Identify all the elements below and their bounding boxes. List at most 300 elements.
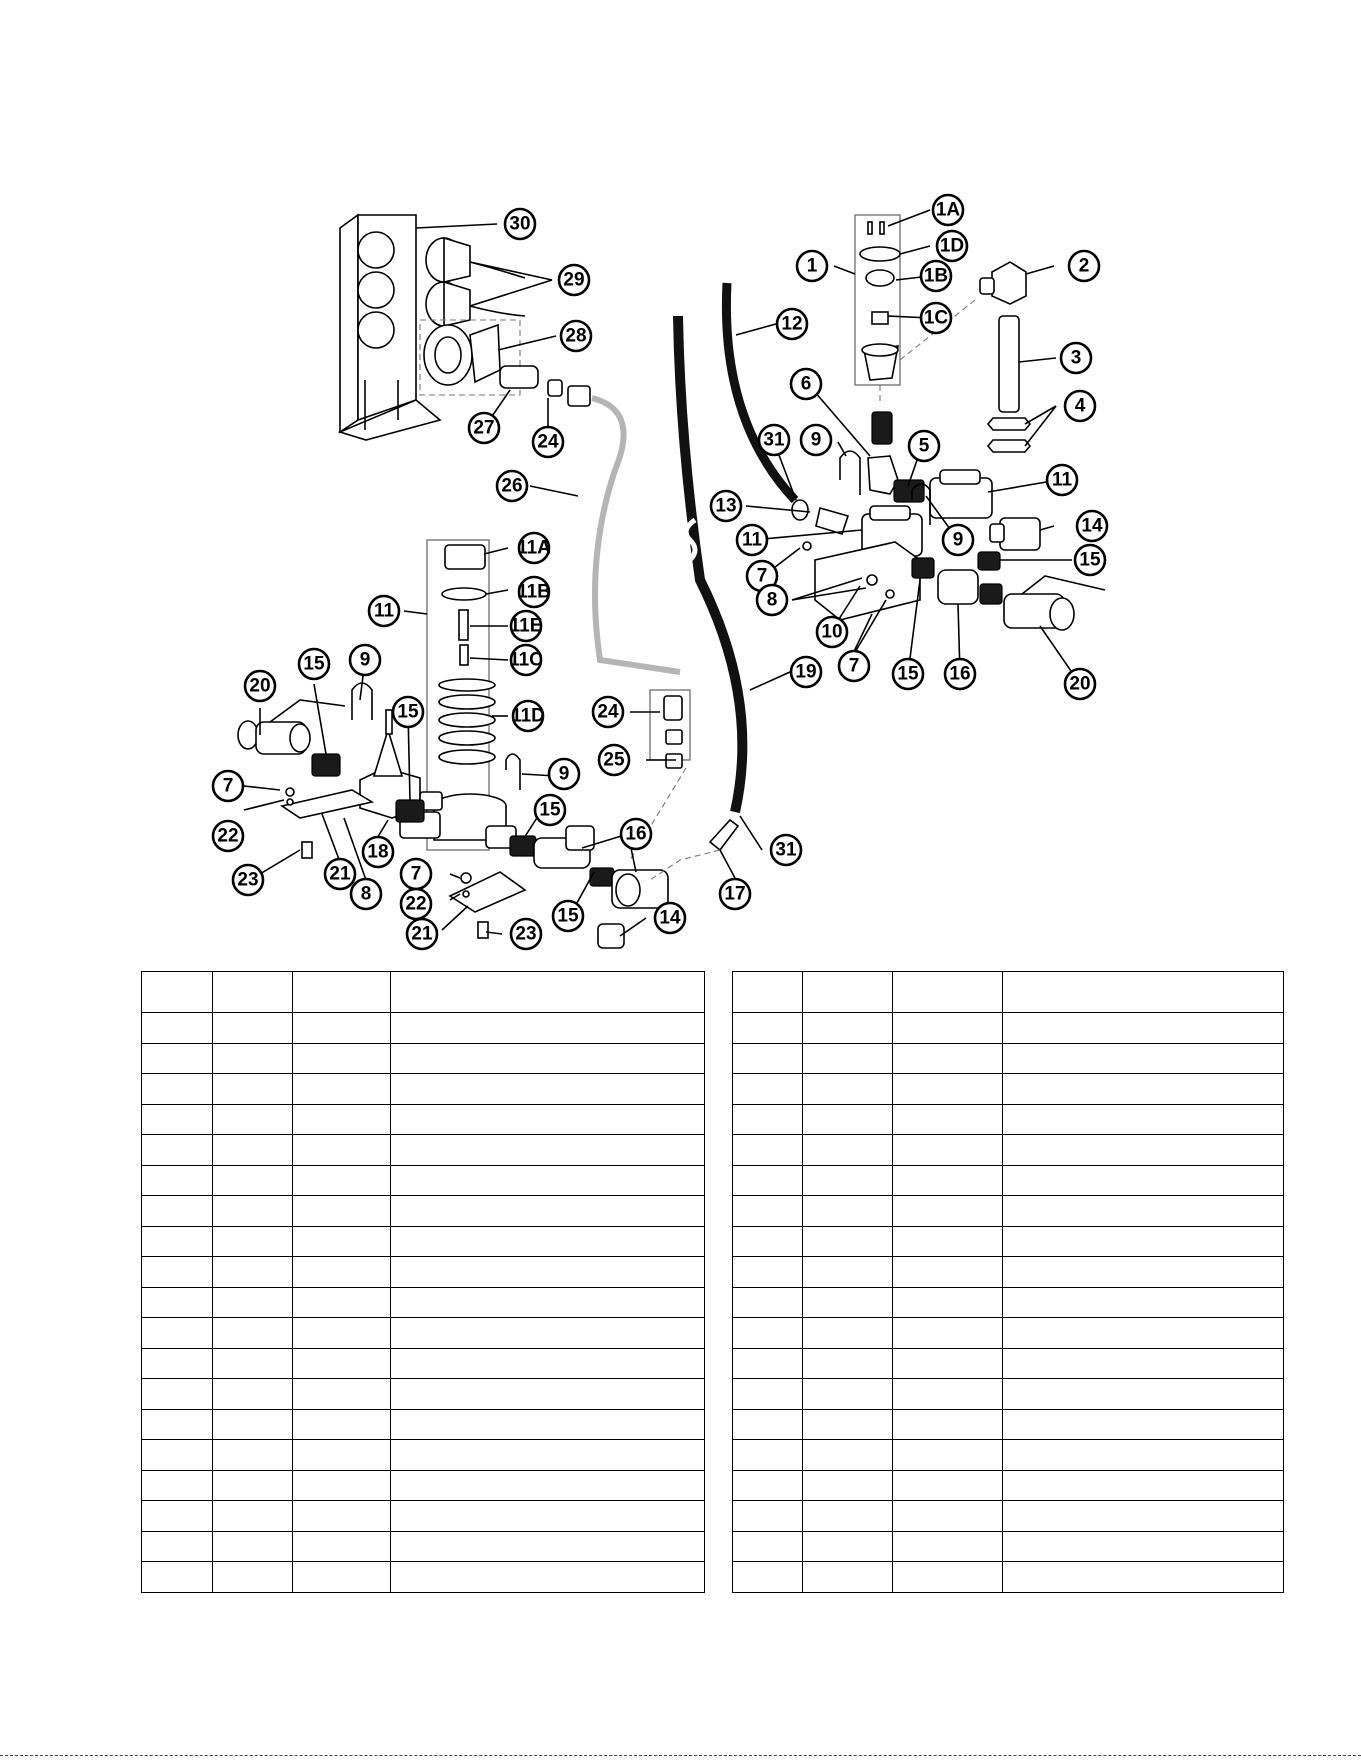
table-cell — [391, 1043, 705, 1074]
table-row — [733, 1318, 1284, 1349]
svg-text:15: 15 — [1079, 549, 1101, 571]
svg-text:16: 16 — [625, 823, 647, 845]
svg-text:12: 12 — [781, 313, 803, 335]
nipple-15-mid — [396, 800, 424, 822]
table-cell — [391, 1074, 705, 1105]
table-row — [142, 1226, 705, 1257]
callout-21-mid — [407, 919, 437, 949]
svg-text:15: 15 — [397, 701, 419, 723]
callout-11-lower — [737, 525, 767, 555]
table-cell — [1003, 1165, 1284, 1196]
svg-text:11: 11 — [373, 600, 395, 622]
table-cell — [213, 1531, 293, 1562]
table-cell — [803, 1104, 893, 1135]
table-cell — [1003, 1409, 1284, 1440]
tee-16-lower — [612, 870, 668, 908]
nipple-15-right-a — [510, 836, 536, 856]
nipple-15-left — [312, 754, 340, 776]
callout-14-lower — [655, 903, 685, 933]
table-cell — [142, 1440, 213, 1471]
table-cell — [803, 1287, 893, 1318]
pipe-3 — [999, 316, 1019, 412]
table-cell — [293, 1135, 391, 1166]
svg-text:15: 15 — [539, 799, 561, 821]
callout-17 — [720, 879, 750, 909]
gauge-panel — [340, 215, 440, 440]
table-cell — [733, 1379, 803, 1410]
table-cell — [893, 1074, 1003, 1105]
table-cell — [1003, 1440, 1284, 1471]
table-row — [733, 1409, 1284, 1440]
table-row — [733, 1531, 1284, 1562]
table-row — [733, 1379, 1284, 1410]
callout-16-right — [945, 659, 975, 689]
table-row — [733, 1196, 1284, 1227]
table-row — [142, 1196, 705, 1227]
table-cell — [893, 1287, 1003, 1318]
table-cell — [293, 1287, 391, 1318]
table-row — [733, 1165, 1284, 1196]
callout-8-left — [351, 879, 381, 909]
table-cell — [293, 1379, 391, 1410]
table-cell — [733, 1501, 803, 1532]
table-cell — [893, 1043, 1003, 1074]
table-row — [733, 1562, 1284, 1593]
table-row — [142, 1165, 705, 1196]
callout-15-lower-right — [893, 659, 923, 689]
table-cell — [733, 1043, 803, 1074]
fitting-17 — [710, 820, 738, 850]
table-cell — [1003, 1135, 1284, 1166]
connector-24-lower — [650, 690, 690, 768]
table-cell — [803, 1562, 893, 1593]
table-cell — [893, 1409, 1003, 1440]
table-cell — [733, 1287, 803, 1318]
table-cell — [391, 1013, 705, 1044]
table-cell — [142, 1257, 213, 1288]
u-bolt-9-mid — [506, 754, 520, 790]
nipple-15-right-lower — [980, 584, 1002, 604]
table-cell — [293, 1074, 391, 1105]
svg-text:20: 20 — [1069, 673, 1091, 695]
callout-1 — [797, 251, 827, 281]
table-cell — [142, 1135, 213, 1166]
svg-text:14: 14 — [659, 907, 681, 929]
table-cell — [391, 1470, 705, 1501]
table-cell — [733, 1104, 803, 1135]
table-cell — [213, 1013, 293, 1044]
table-header-row — [142, 972, 705, 1013]
callout-20-right — [1065, 669, 1095, 699]
table-cell — [213, 1348, 293, 1379]
bracket-21-left — [282, 788, 372, 858]
svg-text:14: 14 — [1081, 515, 1103, 537]
svg-text:7: 7 — [756, 565, 768, 587]
table-cell — [893, 1531, 1003, 1562]
table-cell — [391, 1287, 705, 1318]
table-cell — [733, 1440, 803, 1471]
table-row — [142, 1562, 705, 1593]
table-cell — [803, 1501, 893, 1532]
table-row — [733, 1470, 1284, 1501]
svg-text:13: 13 — [715, 495, 737, 517]
table-row — [733, 1135, 1284, 1166]
svg-text:27: 27 — [473, 417, 495, 439]
table-cell — [733, 1562, 803, 1593]
table-cell — [142, 1348, 213, 1379]
svg-text:15: 15 — [303, 653, 325, 675]
callout-8-upper — [757, 585, 787, 615]
table-cell — [293, 1348, 391, 1379]
table-row — [142, 1257, 705, 1288]
svg-text:15: 15 — [897, 663, 919, 685]
table-cell — [391, 1135, 705, 1166]
table-cell — [733, 1470, 803, 1501]
table-cell — [803, 1257, 893, 1288]
svg-text:22: 22 — [405, 893, 427, 915]
callout-11B — [517, 577, 551, 607]
table-header-row — [733, 972, 1284, 1013]
parts-table-right — [732, 971, 1284, 1593]
table-row — [733, 1104, 1284, 1135]
callout-23-left — [233, 865, 263, 895]
callout-29 — [559, 265, 589, 295]
callout-3 — [1061, 343, 1091, 373]
bracket-10 — [803, 542, 920, 620]
table-row — [142, 1318, 705, 1349]
table-row — [142, 1501, 705, 1532]
callout-5 — [909, 431, 939, 461]
table-cell — [213, 1501, 293, 1532]
strainer-11-upper — [930, 470, 992, 518]
svg-text:25: 25 — [603, 749, 625, 771]
callout-6 — [791, 369, 821, 399]
svg-text:16: 16 — [949, 663, 971, 685]
table-header-cell — [893, 972, 1003, 1013]
callout-1B — [921, 261, 951, 291]
callout-4 — [1065, 391, 1095, 421]
table-cell — [142, 1165, 213, 1196]
table-cell — [293, 1440, 391, 1471]
table-cell — [142, 1409, 213, 1440]
table-header-cell — [1003, 972, 1284, 1013]
table-cell — [213, 1135, 293, 1166]
table-cell — [391, 1531, 705, 1562]
table-cell — [733, 1257, 803, 1288]
callout-11E — [510, 611, 543, 641]
table-cell — [1003, 1531, 1284, 1562]
table-cell — [213, 1470, 293, 1501]
svg-text:9: 9 — [359, 649, 371, 671]
callout-25 — [599, 745, 629, 775]
table-cell — [803, 1135, 893, 1166]
table-cell — [803, 1226, 893, 1257]
table-row — [142, 1531, 705, 1562]
svg-text:1B: 1B — [923, 265, 949, 287]
callout-12 — [777, 309, 807, 339]
table-cell — [213, 1287, 293, 1318]
callout-24-upper — [533, 427, 563, 457]
callout-1A — [933, 195, 963, 225]
table-cell — [293, 1226, 391, 1257]
svg-text:11C: 11C — [509, 649, 543, 671]
gauge-upper — [426, 238, 525, 282]
table-cell — [803, 1196, 893, 1227]
table-cell — [391, 1348, 705, 1379]
table-cell — [293, 1196, 391, 1227]
callout-7-left — [213, 771, 243, 801]
svg-text:21: 21 — [411, 923, 433, 945]
table-cell — [1003, 1287, 1284, 1318]
parts-table-left — [141, 971, 705, 1593]
svg-text:19: 19 — [795, 661, 817, 683]
table-cell — [893, 1379, 1003, 1410]
table-cell — [1003, 1074, 1284, 1105]
svg-text:22: 22 — [217, 825, 239, 847]
table-row — [733, 1074, 1284, 1105]
svg-text:6: 6 — [800, 373, 812, 395]
u-bolt-9-upper — [840, 451, 860, 495]
table-row — [733, 1257, 1284, 1288]
table-cell — [142, 1562, 213, 1593]
svg-text:28: 28 — [565, 325, 587, 347]
table-cell — [803, 1074, 893, 1105]
svg-text:1: 1 — [806, 255, 818, 277]
svg-text:3: 3 — [1070, 347, 1082, 369]
table-cell — [1003, 1257, 1284, 1288]
svg-text:11: 11 — [741, 529, 763, 551]
table-row — [142, 1287, 705, 1318]
table-cell — [893, 1348, 1003, 1379]
table-cell — [1003, 1470, 1284, 1501]
table-header-cell — [142, 972, 213, 1013]
table-cell — [1003, 1104, 1284, 1135]
svg-text:23: 23 — [237, 869, 259, 891]
table-cell — [293, 1013, 391, 1044]
table-cell — [142, 1470, 213, 1501]
table-cell — [391, 1226, 705, 1257]
svg-text:11A: 11A — [517, 537, 551, 559]
svg-text:2: 2 — [1078, 255, 1090, 277]
svg-text:9: 9 — [810, 429, 822, 451]
callout-9-upper — [801, 425, 831, 455]
callout-1C — [921, 303, 951, 333]
table-cell — [893, 1226, 1003, 1257]
table-row — [142, 1470, 705, 1501]
callout-11C — [509, 645, 543, 675]
table-cell — [733, 1074, 803, 1105]
table-row — [142, 1074, 705, 1105]
table-cell — [893, 1562, 1003, 1593]
table-row — [142, 1135, 705, 1166]
callout-15-upper — [1075, 545, 1105, 575]
table-cell — [142, 1318, 213, 1349]
svg-text:7: 7 — [222, 775, 234, 797]
callout-28 — [561, 321, 591, 351]
nipple-15-upper — [978, 552, 1000, 570]
callout-24-lower — [593, 697, 623, 727]
table-cell — [142, 1013, 213, 1044]
svg-text:1D: 1D — [939, 235, 965, 257]
svg-text:23: 23 — [515, 923, 537, 945]
table-cell — [391, 1196, 705, 1227]
svg-text:15: 15 — [557, 905, 579, 927]
parts-table-left-body — [142, 972, 705, 1593]
table-cell — [213, 1196, 293, 1227]
table-cell — [1003, 1226, 1284, 1257]
table-cell — [1003, 1013, 1284, 1044]
svg-text:11E: 11E — [509, 615, 543, 637]
table-row — [142, 1409, 705, 1440]
table-row — [733, 1043, 1284, 1074]
table-cell — [733, 1531, 803, 1562]
table-row — [733, 1226, 1284, 1257]
table-cell — [1003, 1501, 1284, 1532]
svg-text:4: 4 — [1074, 395, 1086, 417]
svg-text:26: 26 — [501, 475, 523, 497]
table-cell — [142, 1196, 213, 1227]
svg-text:11B: 11B — [517, 581, 551, 603]
table-cell — [733, 1409, 803, 1440]
table-row — [733, 1287, 1284, 1318]
table-cell — [893, 1013, 1003, 1044]
callout-14-upper — [1077, 511, 1107, 541]
table-cell — [391, 1379, 705, 1410]
table-cell — [1003, 1043, 1284, 1074]
table-cell — [893, 1257, 1003, 1288]
svg-text:1A: 1A — [935, 199, 961, 221]
table-cell — [733, 1348, 803, 1379]
table-cell — [733, 1226, 803, 1257]
callout-31-lower — [771, 835, 801, 865]
table-row — [142, 1043, 705, 1074]
callout-7-lower-right — [839, 651, 869, 681]
callout-16-left — [621, 819, 651, 849]
callout-31-upper — [759, 425, 789, 455]
table-cell — [213, 1409, 293, 1440]
table-cell — [1003, 1196, 1284, 1227]
table-row — [142, 1440, 705, 1471]
table-cell — [803, 1165, 893, 1196]
table-cell — [293, 1531, 391, 1562]
svg-text:17: 17 — [724, 883, 746, 905]
svg-text:7: 7 — [848, 655, 860, 677]
table-cell — [893, 1440, 1003, 1471]
nipple-15-right-upper — [912, 558, 934, 578]
table-cell — [733, 1196, 803, 1227]
table-row — [142, 1013, 705, 1044]
svg-text:9: 9 — [558, 763, 570, 785]
callout-2 — [1069, 251, 1099, 281]
callout-11A — [517, 533, 551, 563]
table-cell — [1003, 1318, 1284, 1349]
table-cell — [213, 1379, 293, 1410]
callout-11D — [511, 701, 545, 731]
table-cell — [1003, 1348, 1284, 1379]
svg-text:20: 20 — [249, 675, 271, 697]
fill-cup-assembly-1 — [855, 215, 900, 385]
table-cell — [733, 1135, 803, 1166]
table-cell — [142, 1074, 213, 1105]
callout-11-upper — [1047, 465, 1077, 495]
svg-text:8: 8 — [360, 883, 372, 905]
callout-7-mid — [401, 859, 431, 889]
table-cell — [293, 1318, 391, 1349]
table-cell — [803, 1409, 893, 1440]
callout-9-right — [943, 525, 973, 555]
table-row — [733, 1348, 1284, 1379]
callout-18 — [363, 837, 393, 867]
table-cell — [213, 1043, 293, 1074]
table-cell — [803, 1013, 893, 1044]
table-row — [142, 1348, 705, 1379]
callout-15-a — [299, 649, 329, 679]
table-cell — [213, 1104, 293, 1135]
table-cell — [213, 1318, 293, 1349]
svg-text:8: 8 — [766, 589, 778, 611]
table-cell — [733, 1318, 803, 1349]
callout-13 — [711, 491, 741, 521]
svg-text:9: 9 — [952, 529, 964, 551]
svg-text:18: 18 — [367, 841, 389, 863]
table-cell — [293, 1257, 391, 1288]
table-cell — [391, 1409, 705, 1440]
table-cell — [213, 1074, 293, 1105]
table-cell — [142, 1104, 213, 1135]
callout-21-left — [325, 859, 355, 889]
table-cell — [803, 1318, 893, 1349]
table-cell — [893, 1501, 1003, 1532]
table-cell — [803, 1440, 893, 1471]
table-cell — [893, 1165, 1003, 1196]
svg-text:11: 11 — [1051, 469, 1073, 491]
svg-text:24: 24 — [537, 431, 559, 453]
svg-text:31: 31 — [775, 839, 797, 861]
table-cell — [1003, 1379, 1284, 1410]
table-row — [733, 1013, 1284, 1044]
table-cell — [142, 1226, 213, 1257]
table-row — [142, 1104, 705, 1135]
callout-19 — [791, 657, 821, 687]
callout-10 — [817, 617, 847, 647]
svg-text:31: 31 — [763, 429, 785, 451]
table-cell — [391, 1165, 705, 1196]
table-row — [142, 1379, 705, 1410]
callout-15-d — [553, 901, 583, 931]
table-cell — [293, 1165, 391, 1196]
table-cell — [293, 1104, 391, 1135]
table-cell — [293, 1501, 391, 1532]
table-cell — [391, 1562, 705, 1593]
ball-valve-left — [238, 700, 345, 754]
table-header-cell — [213, 972, 293, 1013]
table-cell — [213, 1165, 293, 1196]
table-cell — [142, 1531, 213, 1562]
pressure-tube — [592, 398, 680, 672]
table-cell — [893, 1104, 1003, 1135]
svg-text:29: 29 — [563, 269, 585, 291]
svg-text:30: 30 — [509, 213, 531, 235]
table-header-cell — [803, 972, 893, 1013]
callout-23-mid — [511, 919, 541, 949]
table-cell — [893, 1135, 1003, 1166]
ball-valve-right — [1004, 576, 1105, 630]
table-cell — [803, 1348, 893, 1379]
svg-text:1C: 1C — [923, 307, 949, 329]
table-cell — [391, 1440, 705, 1471]
table-header-cell — [391, 972, 705, 1013]
table-cell — [391, 1501, 705, 1532]
